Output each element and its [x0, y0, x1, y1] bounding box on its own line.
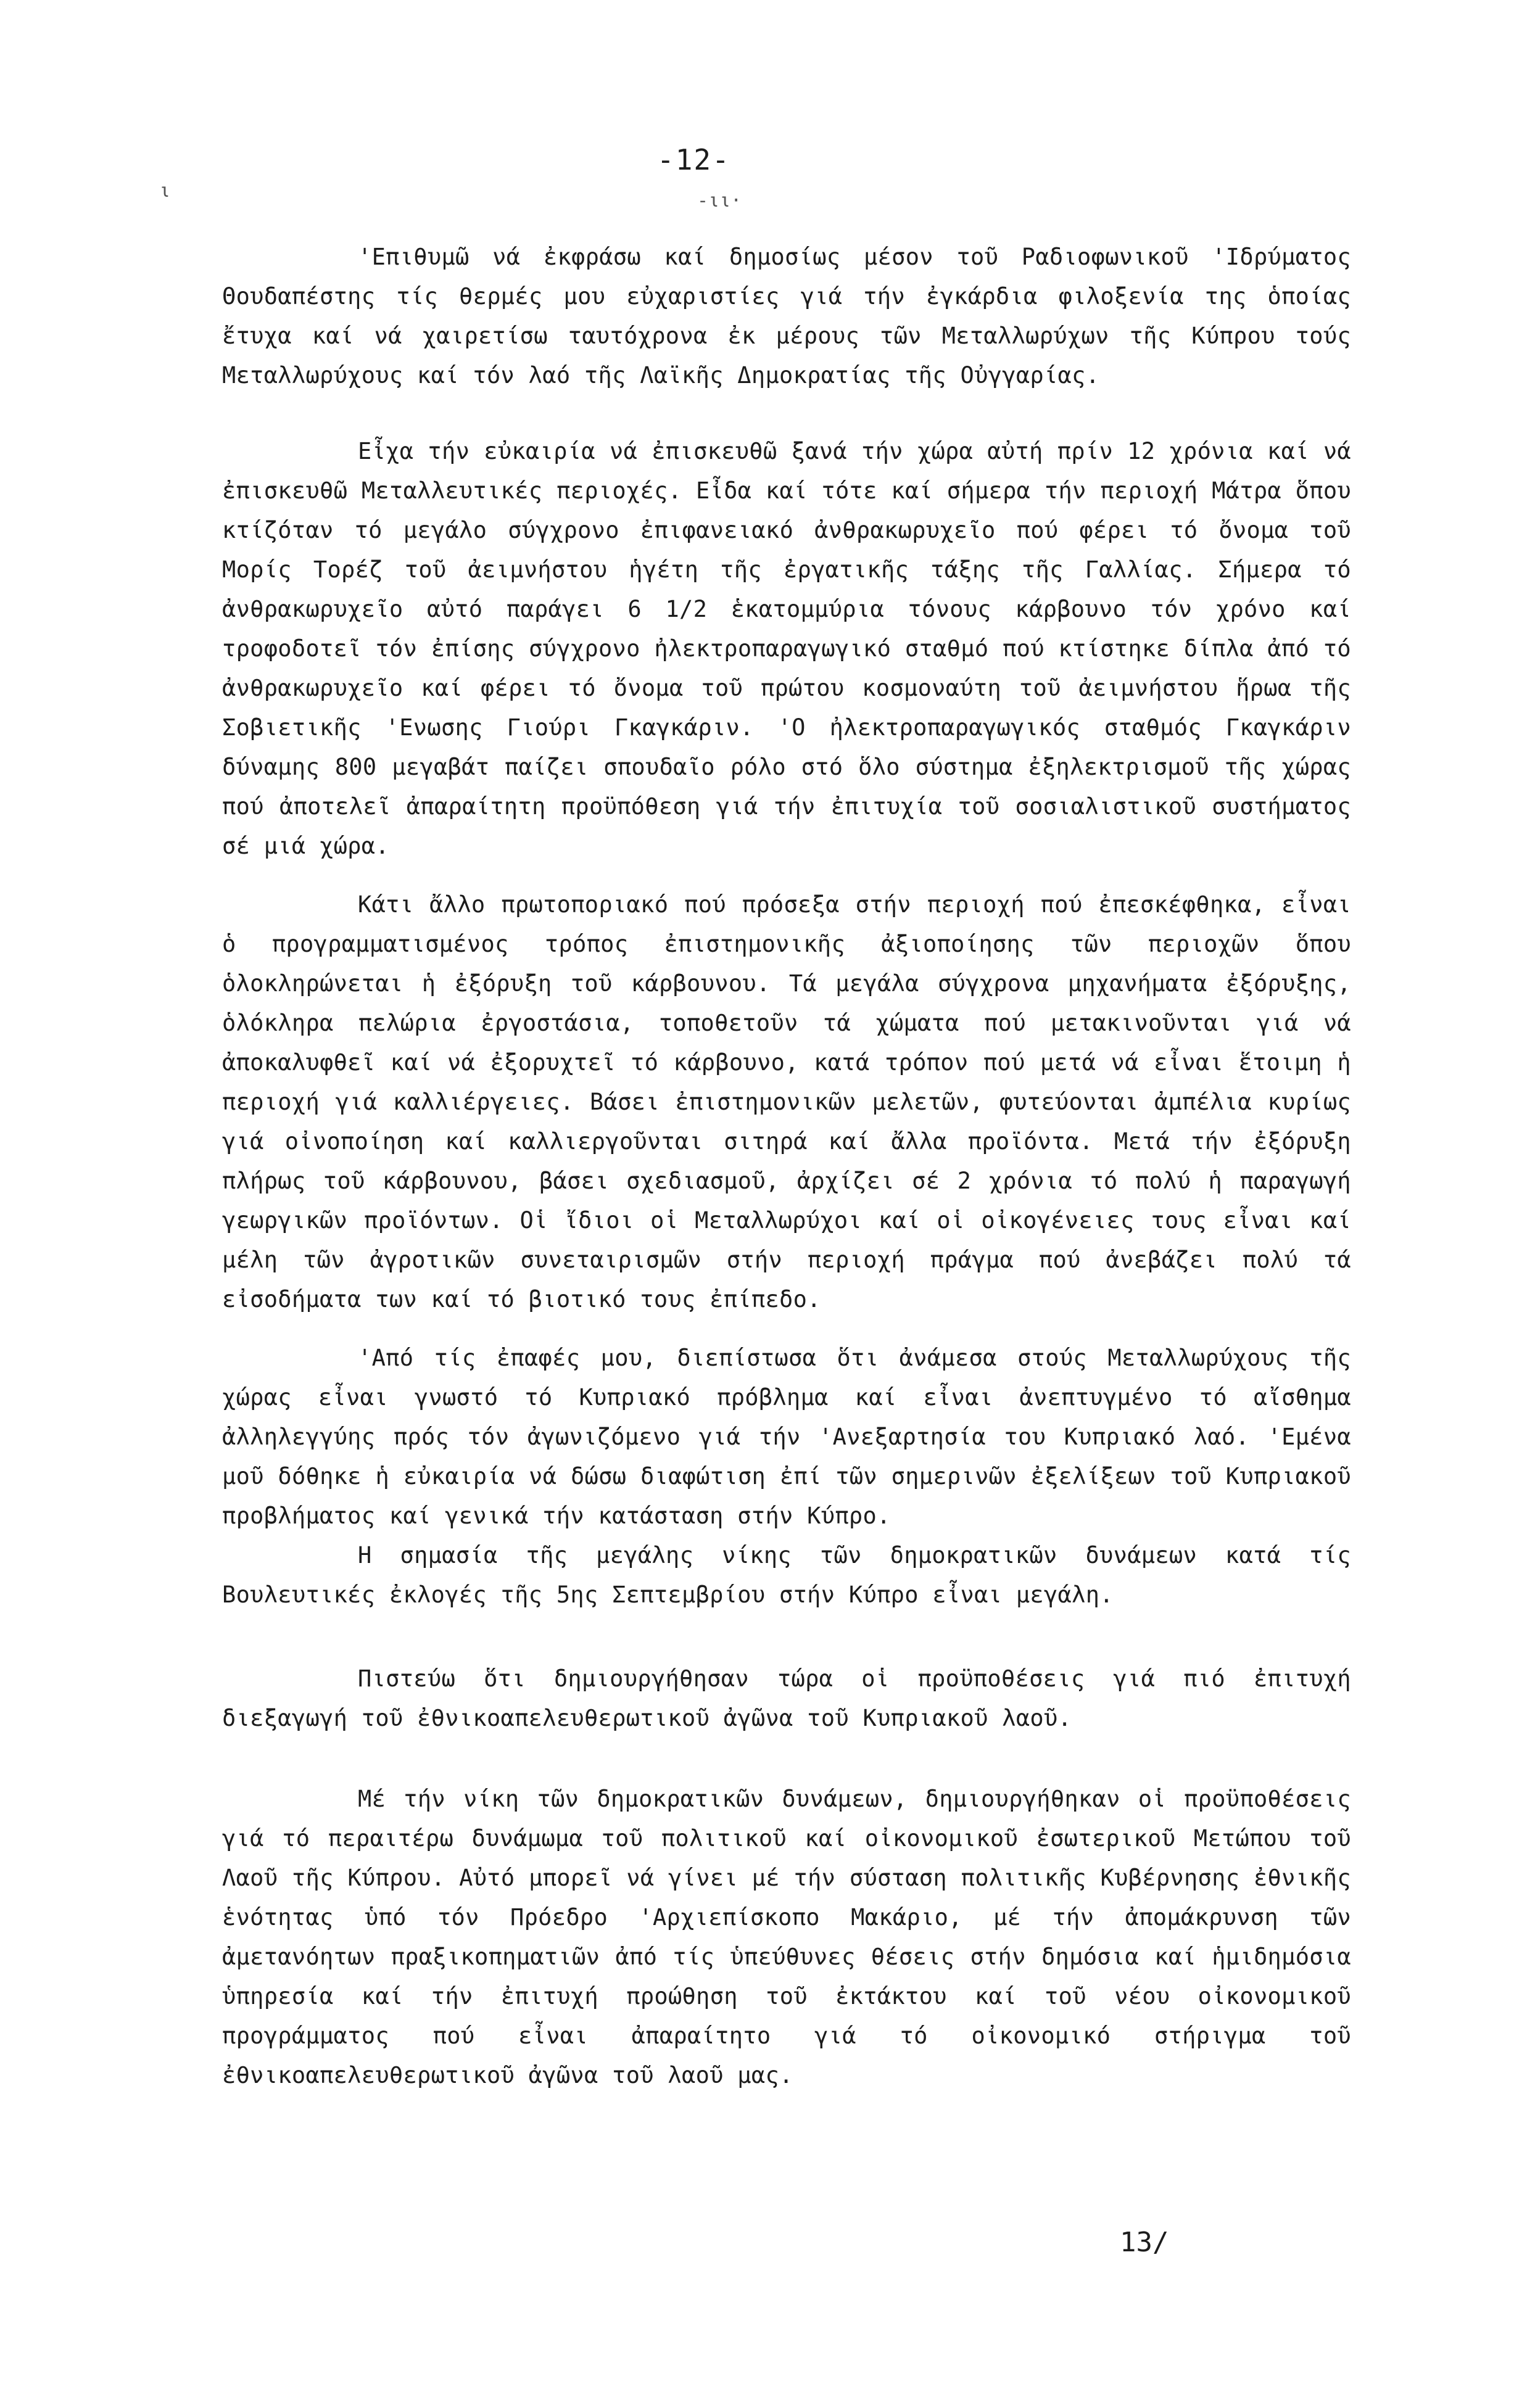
paragraph	[222, 432, 1351, 866]
paragraph-text: Η σημασία τῆς μεγάλης νίκης τῶν δημοκρατικῶν δυνάμεων κατά τίς Βουλευτικές ἐκλογές τῆς 5ης Σεπτεμβρίου στήν Κύπρο εἶναι μεγάλη.	[222, 1542, 1351, 1608]
paragraph	[222, 1338, 1351, 1536]
paragraph-text: 'Επιθυμῶ νά ἐκφράσω καί δημοσίως μέσον τοῦ Ραδιοφωνικοῦ 'Ιδρύματος Θουδαπέστης τίς θερμές μου εὐχαριστίες γιά τήν ἐγκάρδια φιλοξενία της ὁποίας ἔτυχα καί νά χαιρετίσω ταυτόχρονα ἐκ μέρους τῶν Μεταλλωρύχων τῆς Κύπρου τούς Μεταλλωρύχους καί τόν λαό τῆς Λαϊκῆς Δημοκρατίας τῆς Οὐγγαρίας.	[222, 244, 1351, 389]
margin-mark: ι	[159, 180, 171, 202]
paragraph	[222, 1536, 1351, 1615]
paragraph-text: Πιστεύω ὅτι δημιουργήθησαν τώρα οἱ προϋποθέσεις γιά πιό ἐπιτυχή διεξαγωγή τοῦ ἐθνικοαπελευθερωτικοῦ ἀγῶνα τοῦ Κυπριακοῦ λαοῦ.	[222, 1665, 1351, 1731]
margin-mark: -ιι·	[697, 190, 742, 212]
paragraph-text: Κάτι ἄλλο πρωτοποριακό πού πρόσεξα στήν περιοχή πού ἐπεσκέφθηκα, εἶναι ὁ προγραμματισμένος τρόπος ἐπιστημονικῆς ἀξιοποίησης τῶν περιοχῶν ὅπου ὁλοκληρώνεται ἡ ἐξόρυξη τοῦ κάρβουνου. Τά μεγάλα σύγχρονα μηχανήματα ἐξόρυξης, ὁλόκληρα πελώρια ἐργοστάσια, τοποθετοῦν τά χώματα πού μετακινοῦνται γιά νά ἀποκαλυφθεῖ καί νά ἐξορυχτεῖ τό κάρβουνο, κατά τρόπον πού μετά νά εἶναι ἕτοιμη ἡ περιοχή γιά καλλιέργειες. Βάσει ἐπιστημονικῶν μελετῶν, φυτεύονται ἀμπέλια κυρίως γιά οἰνοποίηση καί καλλιεργοῦνται σιτηρά καί ἄλλα προϊόντα. Μετά τήν ἐξόρυξη πλήρως τοῦ κάρβουνου, βάσει σχεδιασμοῦ, ἀρχίζει σέ 2 χρόνια τό πολύ ἡ παραγωγή γεωργικῶν προϊόντων. Οἱ ἴδιοι οἱ Μεταλλωρύχοι καί οἱ οἰκογένειες τους εἶναι καί μέλη τῶν ἀγροτικῶν συνεταιρισμῶν στήν περιοχή πράγμα πού ἀνεβάζει πολύ τά εἰσοδήματα των καί τό βιοτικό τους ἐπίπεδο.	[222, 891, 1351, 1313]
paragraph	[222, 237, 1351, 395]
paragraph-text: Εἶχα τήν εὐκαιρία νά ἐπισκευθῶ ξανά τήν χώρα αὐτή πρίν 12 χρόνια καί νά ἐπισκευθῶ Μεταλλευτικές περιοχές. Εἶδα καί τότε καί σήμερα τήν περιοχή Μάτρα ὅπου κτίζόταν τό μεγάλο σύγχρονο ἐπιφανειακό ἀνθρακωρυχεῖο πού φέρει τό ὄνομα τοῦ Μορίς Τορέζ τοῦ ἀειμνήστου ἡγέτη τῆς ἐργατικῆς τάξης τῆς Γαλλίας. Σήμερα τό ἀνθρακωρυχεῖο αὐτό παράγει 6 1/2 ἑκατομμύρια τόνους κάρβουνο τόν χρόνο καί τροφοδοτεῖ τόν ἐπίσης σύγχρονο ἠλεκτροπαραγωγικό σταθμό πού κτίστηκε δίπλα ἀπό τό ἀνθρακωρυχεῖο καί φέρει τό ὄνομα τοῦ πρώτου κοσμοναύτη τοῦ ἀειμνήστου ἥρωα τῆς Σοβιετικῆς 'Ενωσης Γιούρι Γκαγκάριν. 'Ο ἠλεκτροπαραγωγικός σταθμός Γκαγκάριν δύναμης 800 μεγαβάτ παίζει σπουδαῖο ρόλο στό ὅλο σύστημα ἐξηλεκτρισμοῦ τῆς χώρας πού ἀποτελεῖ ἀπαραίτητη προϋπόθεση γιά τήν ἐπιτυχία τοῦ σοσιαλιστικοῦ συστήματος σέ μιά χώρα.	[222, 438, 1351, 859]
page-number: -12-	[657, 143, 730, 176]
paragraph	[222, 1779, 1351, 2095]
paragraph	[222, 885, 1351, 1319]
next-page-marker: 13/	[1120, 2227, 1169, 2258]
paragraph-text: 'Από τίς ἐπαφές μου, διεπίστωσα ὅτι ἀνάμεσα στούς Μεταλλωρύχους τῆς χώρας εἶναι γνωστό τό Κυπριακό πρόβλημα καί εἶναι ἀνεπτυγμένο τό αἴσθημα ἀλληλεγγύης πρός τόν ἀγωνιζόμενο γιά τήν 'Ανεξαρτησία του Κυπριακό λαό. 'Εμένα μοῦ δόθηκε ἡ εὐκαιρία νά δώσω διαφώτιση ἐπί τῶν σημερινῶν ἐξελίξεων τοῦ Κυπριακοῦ προβλήματος καί γενικά τήν κατάσταση στήν Κύπρο.	[222, 1345, 1351, 1529]
paragraph	[222, 1659, 1351, 1738]
paragraph-text: Μέ τήν νίκη τῶν δημοκρατικῶν δυνάμεων, δημιουργήθηκαν οἱ προϋποθέσεις γιά τό περαιτέρω δυνάμωμα τοῦ πολιτικοῦ καί οἰκονομικοῦ ἐσωτερικοῦ Μετώπου τοῦ Λαοῦ τῆς Κύπρου. Αὐτό μπορεῖ νά γίνει μέ τήν σύσταση πολιτικῆς Κυβέρνησης ἐθνικῆς ἑνότητας ὑπό τόν Πρόεδρο 'Αρχιεπίσκοπο Μακάριο, μέ τήν ἀπομάκρυνση τῶν ἀμετανόητων πραξικοπηματιῶν ἀπό τίς ὑπεύθυνες θέσεις στήν δημόσια καί ἡμιδημόσια ὑπηρεσία καί τήν ἐπιτυχή προώθηση τοῦ ἐκτάκτου καί τοῦ νέου οἰκονομικοῦ προγράμματος πού εἶναι ἀπαραίτητο γιά τό οἰκονομικό στήριγμα τοῦ ἐθνικοαπελευθερωτικοῦ ἀγῶνα τοῦ λαοῦ μας.	[222, 1786, 1351, 2088]
